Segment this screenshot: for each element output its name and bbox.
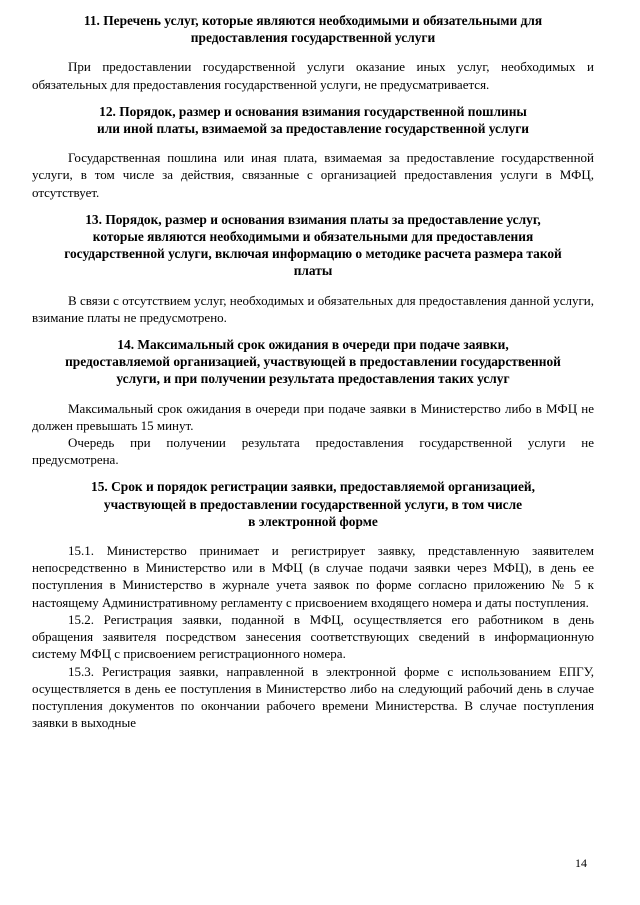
section-heading: 15. Срок и порядок регистрации заявки, предоставляемой организацией, участвующей в предоставлении государственной услуги, в том числе в электронной форме [91, 479, 535, 529]
paragraph: Максимальный срок ожидания в очереди при подаче заявки в Министерство либо в МФЦ не должен превышать 15 минут. [32, 400, 594, 433]
section-15 [32, 478, 594, 731]
document-page [32, 12, 594, 741]
section-heading: 12. Порядок, размер и основания взимания государственной пошлины или иной платы, взимаемой за предоставление государственной услуги [96, 103, 529, 137]
section-12 [32, 103, 594, 201]
paragraph: 15.2. Регистрация заявки, поданной в МФЦ, осуществляется его работником в день обращения заявителя посредством занесения соответствующих сведений в информационную систему МФЦ с присвоением регистрационного номера. [32, 611, 594, 662]
paragraph: В связи с отсутствием услуг, необходимых и обязательных для предоставления данной услуги, взимание платы не предусмотрено. [32, 292, 594, 325]
section-11 [32, 12, 594, 93]
section-14 [32, 336, 594, 468]
paragraph: 15.1. Министерство принимает и регистрирует заявку, представленную заявителем непосредственно в Министерство или в МФЦ (в случае подачи заявки через МФЦ), в день ее поступления в Министерство в журнале учета заявок по форме согласно приложению № 5 к настоящему Административному регламенту с присвоением входящего номера и даты поступления. [32, 543, 594, 610]
section-heading: 13. Порядок, размер и основания взимания платы за предоставление услуг, которые являются необходимыми и обязательными для предоставления государственной услуги, включая информацию о методике расчета размера такой платы [64, 211, 562, 279]
section-heading: 11. Перечень услуг, которые являются необходимыми и обязательными для предоставления государственной услуги [83, 13, 543, 46]
section-13 [32, 211, 594, 326]
paragraph: При предоставлении государственной услуги оказание иных услуг, необходимых и обязательных для предоставления государственной услуги, не предусматривается. [32, 59, 594, 92]
paragraph: 15.3. Регистрация заявки, направленной в электронной форме с использованием ЕПГУ, осуществляется в день ее поступления в Министерство либо на следующий рабочий день в случае поступления документов по окончании рабочего времени Министерства. В случае поступления заявки в выходные [32, 663, 594, 731]
page-number: 14 [575, 856, 587, 870]
section-heading: 14. Максимальный срок ожидания в очереди при подаче заявки, предоставляемой организацией, участвующей в предоставлении государственной услуги, и при получении результата предоставления таких услуг [65, 337, 561, 387]
paragraph: Государственная пошлина или иная плата, взимаемая за предоставление государственной услуги, в том числе за действия, связанные с организацией предоставления услуги в МФЦ, отсутствует. [32, 150, 594, 200]
paragraph: Очередь при получении результата предоставления государственной услуги не предусмотрена. [32, 435, 594, 468]
